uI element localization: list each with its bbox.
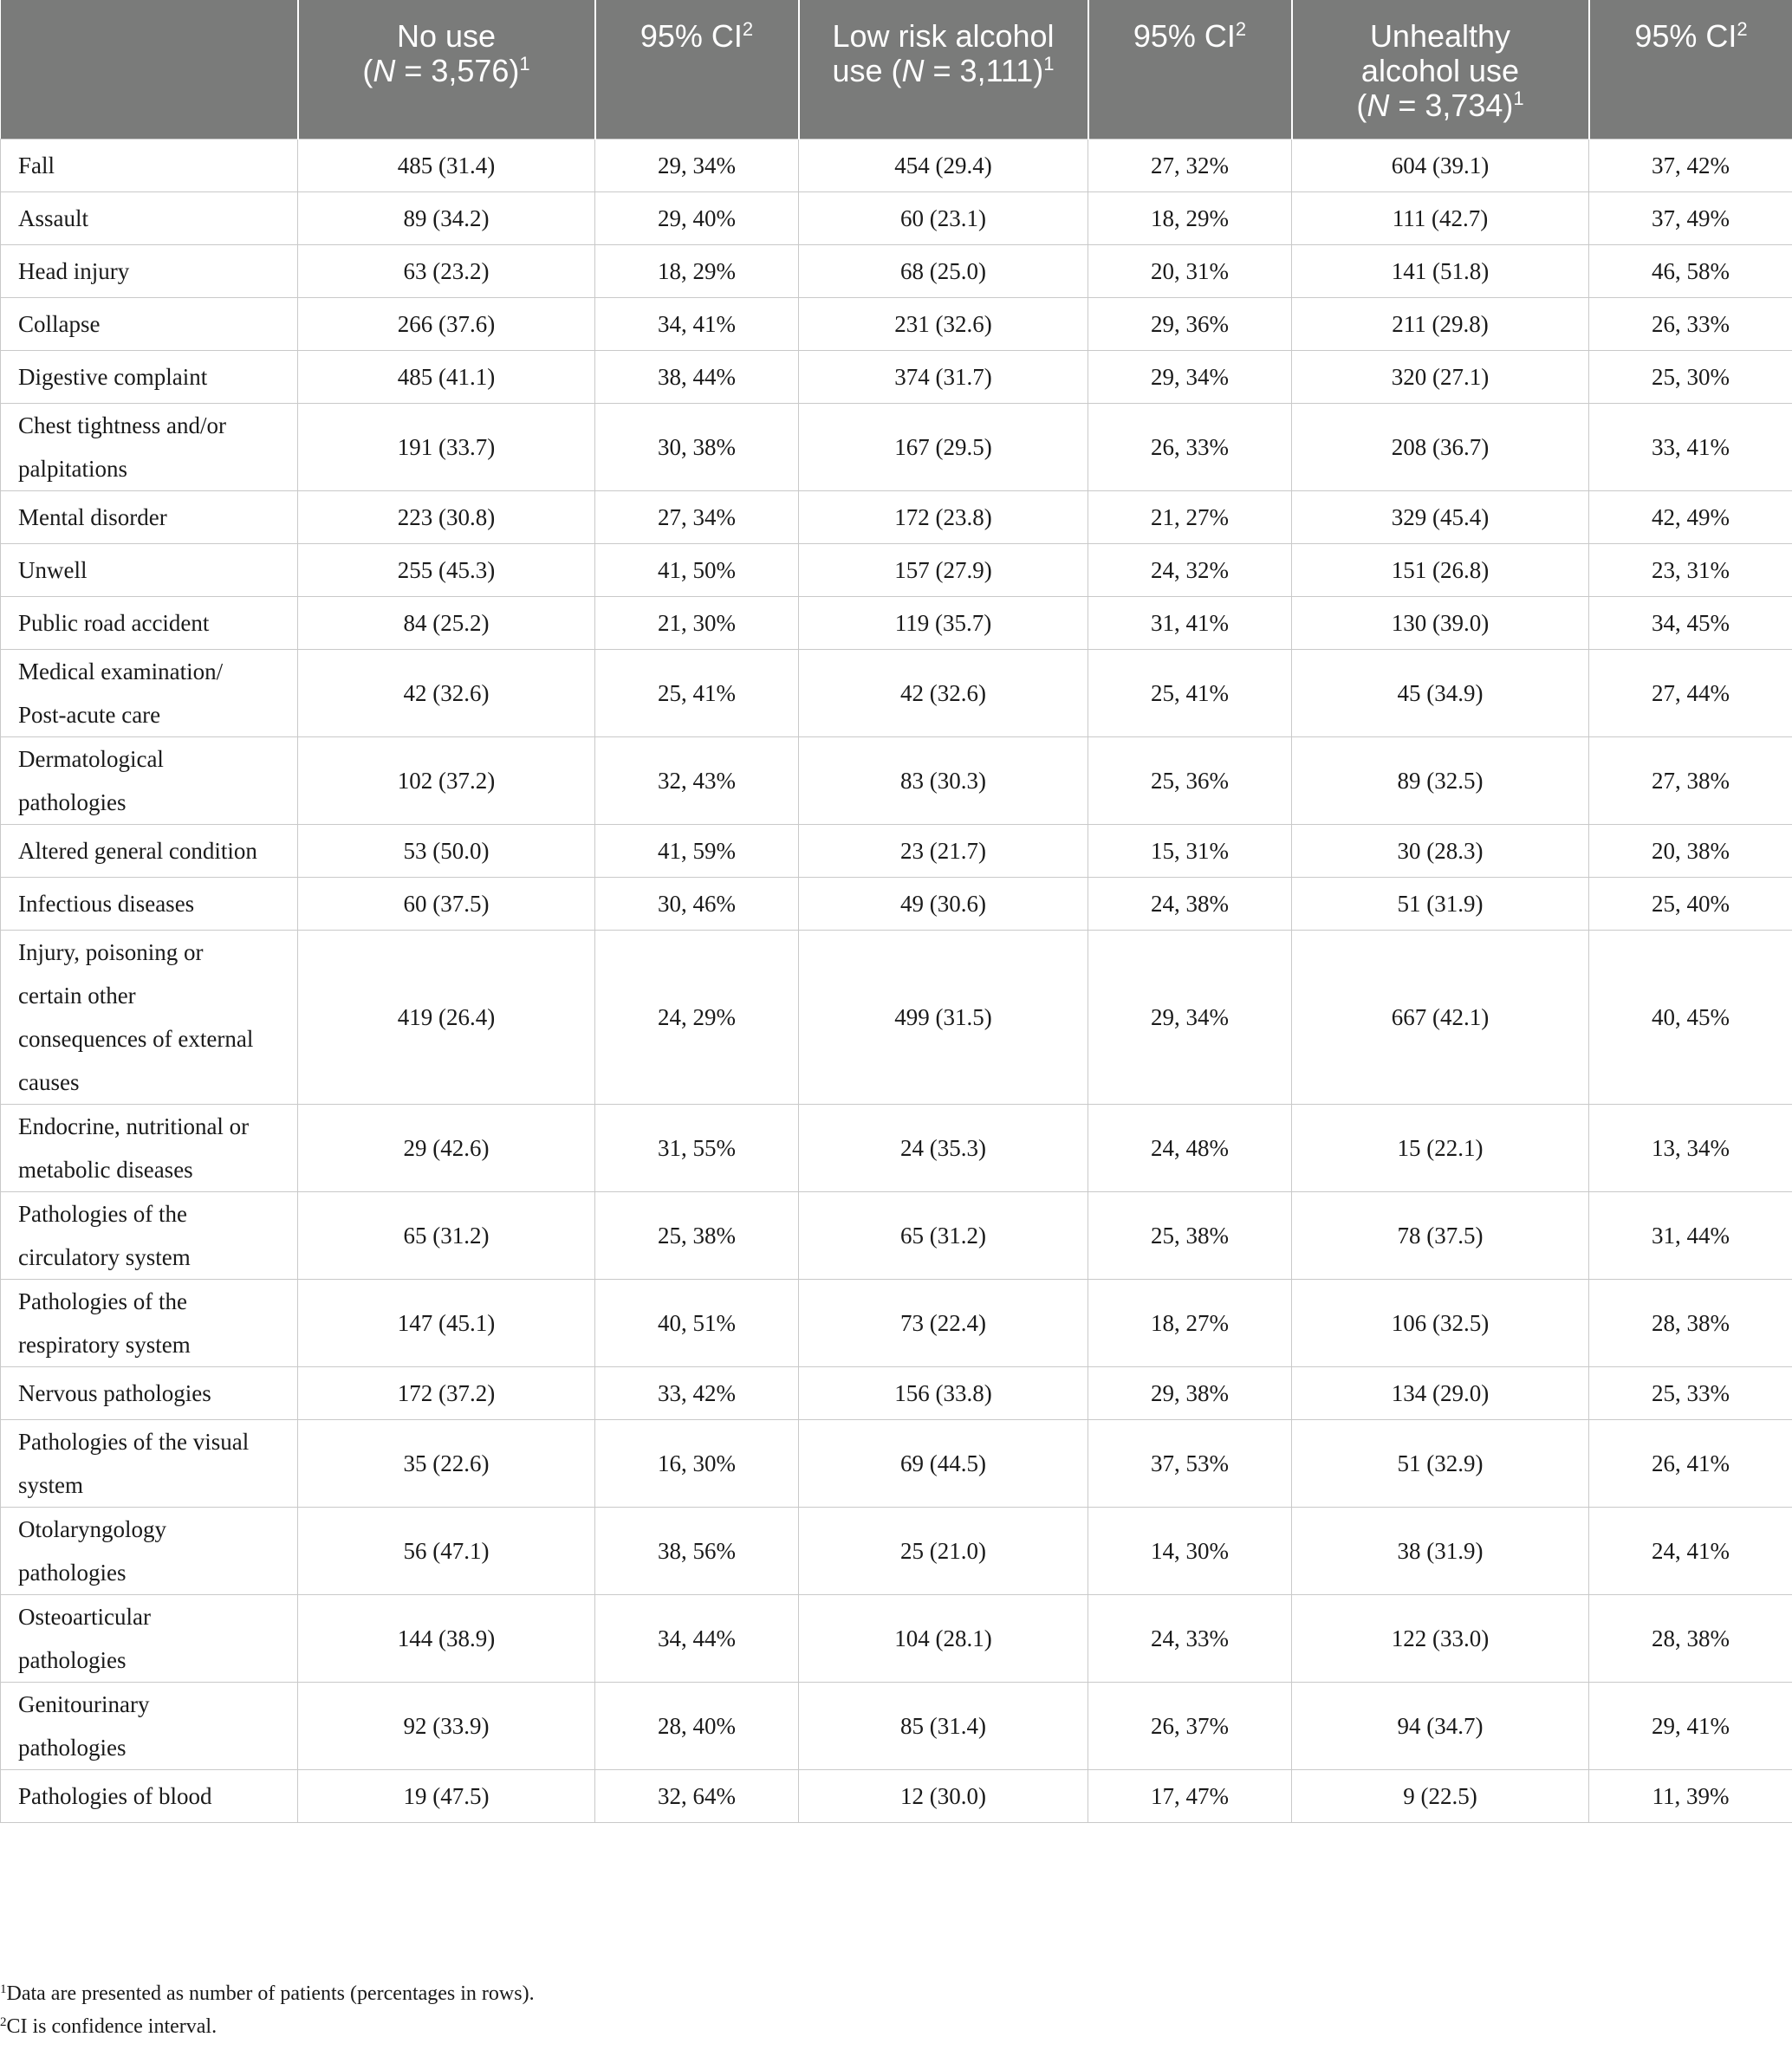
low-risk-ci-cell: 29, 38%: [1088, 1366, 1292, 1419]
no-use-ci-cell: 40, 51%: [595, 1279, 799, 1366]
table-row: [1, 1507, 1792, 1594]
unhealthy-count-cell: 106 (32.5): [1292, 1279, 1589, 1366]
row-label-line: Pathologies of blood: [18, 1782, 212, 1809]
table-body: [1, 139, 1792, 1822]
row-label-line: Public road accident: [18, 609, 210, 636]
unhealthy-count-cell: 9 (22.5): [1292, 1769, 1589, 1822]
low-risk-count-cell: 69 (44.5): [799, 1419, 1088, 1507]
no-use-count-cell: 53 (50.0): [298, 824, 595, 877]
row-label-line: Assault: [18, 204, 88, 231]
unhealthy-ci-cell: 27, 38%: [1589, 736, 1792, 824]
unhealthy-ci-cell: 25, 33%: [1589, 1366, 1792, 1419]
low-risk-count-cell: 454 (29.4): [799, 139, 1088, 191]
low-risk-ci-cell: 26, 37%: [1088, 1682, 1292, 1769]
low-risk-ci-cell: 24, 32%: [1088, 543, 1292, 596]
no-use-count-cell: 63 (23.2): [298, 244, 595, 297]
row-label: [1, 1366, 298, 1419]
no-use-ci-cell: 28, 40%: [595, 1682, 799, 1769]
row-label: [1, 1507, 298, 1594]
unhealthy-ci-cell: 29, 41%: [1589, 1682, 1792, 1769]
table-row: [1, 297, 1792, 350]
unhealthy-ci-cell: 26, 41%: [1589, 1419, 1792, 1507]
low-risk-count-cell: 24 (35.3): [799, 1104, 1088, 1191]
low-risk-ci-cell: 31, 41%: [1088, 596, 1292, 649]
no-use-count-cell: 84 (25.2): [298, 596, 595, 649]
header-text: = 3,111): [924, 53, 1044, 88]
no-use-ci-cell: 30, 38%: [595, 403, 799, 490]
unhealthy-count-cell: 320 (27.1): [1292, 350, 1589, 403]
table-row: [1, 877, 1792, 930]
row-label-line: Altered general condition: [18, 837, 257, 864]
header-text: 95% CI: [1133, 18, 1236, 54]
row-label: [1, 1279, 298, 1366]
footnote-text: Data are presented as number of patients (percentages in rows).: [6, 1982, 535, 2005]
row-label: [1, 649, 298, 736]
row-label-line: Fall: [18, 152, 55, 178]
header-no-use: [298, 0, 595, 139]
row-label-line: Medical examination/: [18, 658, 224, 684]
unhealthy-ci-cell: 28, 38%: [1589, 1594, 1792, 1682]
low-risk-ci-cell: 29, 34%: [1088, 930, 1292, 1104]
no-use-ci-cell: 38, 44%: [595, 350, 799, 403]
no-use-count-cell: 60 (37.5): [298, 877, 595, 930]
low-risk-ci-cell: 20, 31%: [1088, 244, 1292, 297]
unhealthy-ci-cell: 23, 31%: [1589, 543, 1792, 596]
no-use-ci-cell: 30, 46%: [595, 877, 799, 930]
row-label-line: Otolaryngology: [18, 1515, 166, 1542]
unhealthy-count-cell: 111 (42.7): [1292, 191, 1589, 244]
no-use-count-cell: 266 (37.6): [298, 297, 595, 350]
row-label-line: Dermatological: [18, 745, 164, 772]
low-risk-count-cell: 85 (31.4): [799, 1682, 1088, 1769]
low-risk-ci-cell: 27, 32%: [1088, 139, 1292, 191]
row-label-line: Injury, poisoning or: [18, 938, 204, 965]
row-label-line: system: [18, 1471, 84, 1498]
row-label-line: Endocrine, nutritional or: [18, 1113, 250, 1139]
unhealthy-ci-cell: 34, 45%: [1589, 596, 1792, 649]
table-row: [1, 930, 1792, 1104]
unhealthy-ci-cell: 24, 41%: [1589, 1507, 1792, 1594]
row-label: [1, 244, 298, 297]
row-label-line: Osteoarticular: [18, 1603, 151, 1630]
no-use-count-cell: 89 (34.2): [298, 191, 595, 244]
row-label-line: certain other: [18, 982, 136, 1009]
low-risk-ci-cell: 26, 33%: [1088, 403, 1292, 490]
header-low-risk: [799, 0, 1088, 139]
no-use-ci-cell: 21, 30%: [595, 596, 799, 649]
unhealthy-count-cell: 89 (32.5): [1292, 736, 1589, 824]
no-use-ci-cell: 25, 41%: [595, 649, 799, 736]
row-label-line: Pathologies of the visual: [18, 1428, 250, 1455]
row-label: [1, 543, 298, 596]
table-row: [1, 403, 1792, 490]
row-label-line: Infectious diseases: [18, 890, 195, 917]
low-risk-count-cell: 60 (23.1): [799, 191, 1088, 244]
low-risk-ci-cell: 24, 38%: [1088, 877, 1292, 930]
low-risk-count-cell: 73 (22.4): [799, 1279, 1088, 1366]
no-use-count-cell: 29 (42.6): [298, 1104, 595, 1191]
header-text: (: [362, 53, 373, 88]
no-use-ci-cell: 34, 41%: [595, 297, 799, 350]
header-text: N: [373, 53, 396, 88]
no-use-count-cell: 191 (33.7): [298, 403, 595, 490]
unhealthy-ci-cell: 25, 40%: [1589, 877, 1792, 930]
no-use-ci-cell: 31, 55%: [595, 1104, 799, 1191]
low-risk-ci-cell: 25, 38%: [1088, 1191, 1292, 1279]
low-risk-ci-cell: 25, 36%: [1088, 736, 1292, 824]
row-label: [1, 877, 298, 930]
row-label: [1, 1594, 298, 1682]
header-unhealthy-ci: [1589, 0, 1792, 139]
row-label-line: Unwell: [18, 556, 88, 583]
no-use-count-cell: 102 (37.2): [298, 736, 595, 824]
row-label: [1, 191, 298, 244]
no-use-count-cell: 255 (45.3): [298, 543, 595, 596]
header-line: [605, 19, 789, 54]
header-line: [308, 54, 586, 88]
no-use-ci-cell: 33, 42%: [595, 1366, 799, 1419]
no-use-count-cell: 92 (33.9): [298, 1682, 595, 1769]
footnote-text: CI is confidence interval.: [6, 2015, 218, 2038]
row-label: [1, 1191, 298, 1279]
low-risk-count-cell: 104 (28.1): [799, 1594, 1088, 1682]
header-line: [1302, 19, 1580, 54]
header-line: [1098, 19, 1282, 54]
table-row: [1, 543, 1792, 596]
unhealthy-ci-cell: 27, 44%: [1589, 649, 1792, 736]
low-risk-ci-cell: 24, 48%: [1088, 1104, 1292, 1191]
table-row: [1, 191, 1792, 244]
row-label-line: Post-acute care: [18, 701, 161, 728]
footnote: [0, 1977, 535, 2010]
low-risk-count-cell: 83 (30.3): [799, 736, 1088, 824]
no-use-count-cell: 144 (38.9): [298, 1594, 595, 1682]
header-text: (: [1356, 88, 1367, 123]
table-row: [1, 1594, 1792, 1682]
footnote-mark: 2: [1235, 18, 1247, 40]
no-use-ci-cell: 25, 38%: [595, 1191, 799, 1279]
header-line: [1302, 54, 1580, 88]
row-label-line: Mental disorder: [18, 503, 167, 530]
unhealthy-ci-cell: 26, 33%: [1589, 297, 1792, 350]
header-line: [308, 19, 586, 54]
low-risk-count-cell: 167 (29.5): [799, 403, 1088, 490]
footnote-mark: 2: [0, 2015, 7, 2029]
no-use-ci-cell: 29, 40%: [595, 191, 799, 244]
header-line: [1302, 88, 1580, 123]
row-label-line: Genitourinary: [18, 1690, 150, 1717]
unhealthy-count-cell: 94 (34.7): [1292, 1682, 1589, 1769]
no-use-count-cell: 19 (47.5): [298, 1769, 595, 1822]
table-header: [1, 0, 1792, 139]
row-label-line: Collapse: [18, 310, 101, 337]
row-label-line: circulatory system: [18, 1243, 191, 1270]
no-use-ci-cell: 18, 29%: [595, 244, 799, 297]
unhealthy-count-cell: 141 (51.8): [1292, 244, 1589, 297]
row-label-line: Nervous pathologies: [18, 1379, 211, 1406]
row-label: [1, 1104, 298, 1191]
low-risk-count-cell: 157 (27.9): [799, 543, 1088, 596]
low-risk-ci-cell: 29, 36%: [1088, 297, 1292, 350]
header-text: = 3,576): [395, 53, 520, 88]
unhealthy-count-cell: 151 (26.8): [1292, 543, 1589, 596]
header-text: Unhealthy: [1369, 18, 1511, 54]
low-risk-ci-cell: 21, 27%: [1088, 490, 1292, 543]
header-text: N: [1367, 88, 1390, 123]
unhealthy-ci-cell: 31, 44%: [1589, 1191, 1792, 1279]
header-text: use (: [832, 53, 902, 88]
header-text: 95% CI: [1634, 18, 1737, 54]
row-label-line: Head injury: [18, 257, 130, 284]
table-row: [1, 649, 1792, 736]
footnote: [0, 2010, 535, 2043]
header-line: [808, 19, 1079, 54]
unhealthy-ci-cell: 37, 49%: [1589, 191, 1792, 244]
no-use-ci-cell: 32, 64%: [595, 1769, 799, 1822]
unhealthy-count-cell: 38 (31.9): [1292, 1507, 1589, 1594]
no-use-count-cell: 65 (31.2): [298, 1191, 595, 1279]
low-risk-count-cell: 42 (32.6): [799, 649, 1088, 736]
table-row: [1, 490, 1792, 543]
footnote-mark: 1: [519, 53, 530, 75]
row-label-line: Chest tightness and/or: [18, 412, 226, 438]
header-blank: [1, 0, 298, 139]
unhealthy-ci-cell: 20, 38%: [1589, 824, 1792, 877]
row-label: [1, 297, 298, 350]
row-label: [1, 930, 298, 1104]
row-label-line: palpitations: [18, 455, 127, 482]
table-row: [1, 1279, 1792, 1366]
row-label: [1, 736, 298, 824]
table-row: [1, 1104, 1792, 1191]
table-row: [1, 350, 1792, 403]
no-use-count-cell: 485 (31.4): [298, 139, 595, 191]
no-use-ci-cell: 16, 30%: [595, 1419, 799, 1507]
table-row: [1, 139, 1792, 191]
table-row: [1, 1366, 1792, 1419]
no-use-ci-cell: 29, 34%: [595, 139, 799, 191]
unhealthy-count-cell: 51 (31.9): [1292, 877, 1589, 930]
low-risk-ci-cell: 24, 33%: [1088, 1594, 1292, 1682]
header-no-use-ci: [595, 0, 799, 139]
unhealthy-count-cell: 15 (22.1): [1292, 1104, 1589, 1191]
row-label-line: consequences of external: [18, 1025, 254, 1052]
footnote-mark: 1: [1043, 53, 1055, 75]
unhealthy-count-cell: 667 (42.1): [1292, 930, 1589, 1104]
low-risk-ci-cell: 18, 29%: [1088, 191, 1292, 244]
row-label-line: pathologies: [18, 788, 127, 815]
table-row: [1, 736, 1792, 824]
no-use-count-cell: 172 (37.2): [298, 1366, 595, 1419]
low-risk-count-cell: 25 (21.0): [799, 1507, 1088, 1594]
low-risk-count-cell: 23 (21.7): [799, 824, 1088, 877]
no-use-ci-cell: 41, 59%: [595, 824, 799, 877]
unhealthy-ci-cell: 33, 41%: [1589, 403, 1792, 490]
low-risk-count-cell: 12 (30.0): [799, 1769, 1088, 1822]
table-row: [1, 244, 1792, 297]
footnote-mark: 1: [1513, 88, 1524, 109]
row-label: [1, 596, 298, 649]
unhealthy-count-cell: 130 (39.0): [1292, 596, 1589, 649]
no-use-ci-cell: 38, 56%: [595, 1507, 799, 1594]
unhealthy-count-cell: 208 (36.7): [1292, 403, 1589, 490]
row-label: [1, 139, 298, 191]
unhealthy-ci-cell: 42, 49%: [1589, 490, 1792, 543]
low-risk-ci-cell: 17, 47%: [1088, 1769, 1292, 1822]
table-row: [1, 1769, 1792, 1822]
low-risk-count-cell: 172 (23.8): [799, 490, 1088, 543]
low-risk-ci-cell: 14, 30%: [1088, 1507, 1292, 1594]
low-risk-count-cell: 65 (31.2): [799, 1191, 1088, 1279]
low-risk-count-cell: 231 (32.6): [799, 297, 1088, 350]
unhealthy-ci-cell: 28, 38%: [1589, 1279, 1792, 1366]
no-use-count-cell: 42 (32.6): [298, 649, 595, 736]
header-text: Low risk alcohol: [832, 18, 1055, 54]
no-use-count-cell: 147 (45.1): [298, 1279, 595, 1366]
no-use-ci-cell: 34, 44%: [595, 1594, 799, 1682]
low-risk-count-cell: 49 (30.6): [799, 877, 1088, 930]
unhealthy-count-cell: 134 (29.0): [1292, 1366, 1589, 1419]
row-label: [1, 1769, 298, 1822]
row-label-line: pathologies: [18, 1734, 127, 1761]
no-use-count-cell: 56 (47.1): [298, 1507, 595, 1594]
header-line: [808, 54, 1079, 88]
header-row: [1, 0, 1792, 139]
row-label-line: respiratory system: [18, 1331, 191, 1358]
row-label-line: Pathologies of the: [18, 1200, 187, 1227]
low-risk-count-cell: 374 (31.7): [799, 350, 1088, 403]
low-risk-count-cell: 499 (31.5): [799, 930, 1088, 1104]
row-label: [1, 824, 298, 877]
unhealthy-count-cell: 211 (29.8): [1292, 297, 1589, 350]
unhealthy-count-cell: 78 (37.5): [1292, 1191, 1589, 1279]
unhealthy-count-cell: 329 (45.4): [1292, 490, 1589, 543]
low-risk-ci-cell: 25, 41%: [1088, 649, 1292, 736]
table-row: [1, 824, 1792, 877]
row-label: [1, 1682, 298, 1769]
footnote-mark: 2: [1737, 18, 1748, 40]
header-text: = 3,734): [1389, 88, 1514, 123]
row-label-line: causes: [18, 1068, 80, 1095]
no-use-count-cell: 35 (22.6): [298, 1419, 595, 1507]
table-row: [1, 1682, 1792, 1769]
header-line: [1599, 19, 1784, 54]
low-risk-count-cell: 156 (33.8): [799, 1366, 1088, 1419]
unhealthy-count-cell: 51 (32.9): [1292, 1419, 1589, 1507]
no-use-ci-cell: 41, 50%: [595, 543, 799, 596]
unhealthy-ci-cell: 13, 34%: [1589, 1104, 1792, 1191]
table-row: [1, 1191, 1792, 1279]
unhealthy-ci-cell: 40, 45%: [1589, 930, 1792, 1104]
row-label-line: Pathologies of the: [18, 1288, 187, 1314]
no-use-count-cell: 223 (30.8): [298, 490, 595, 543]
table-row: [1, 596, 1792, 649]
low-risk-ci-cell: 29, 34%: [1088, 350, 1292, 403]
unhealthy-ci-cell: 37, 42%: [1589, 139, 1792, 191]
row-label-line: pathologies: [18, 1559, 127, 1586]
unhealthy-ci-cell: 46, 58%: [1589, 244, 1792, 297]
no-use-ci-cell: 24, 29%: [595, 930, 799, 1104]
header-text: 95% CI: [640, 18, 743, 54]
unhealthy-count-cell: 122 (33.0): [1292, 1594, 1589, 1682]
low-risk-count-cell: 68 (25.0): [799, 244, 1088, 297]
footnote-mark: 2: [742, 18, 754, 40]
header-text: N: [901, 53, 925, 88]
no-use-ci-cell: 32, 43%: [595, 736, 799, 824]
header-text: alcohol use: [1360, 53, 1520, 88]
no-use-count-cell: 485 (41.1): [298, 350, 595, 403]
header-text: No use: [396, 18, 497, 54]
row-label: [1, 350, 298, 403]
header-low-risk-ci: [1088, 0, 1292, 139]
unhealthy-ci-cell: 11, 39%: [1589, 1769, 1792, 1822]
header-unhealthy: [1292, 0, 1589, 139]
row-label-line: Digestive complaint: [18, 363, 208, 390]
low-risk-count-cell: 119 (35.7): [799, 596, 1088, 649]
row-label-line: metabolic diseases: [18, 1156, 193, 1183]
row-label-line: pathologies: [18, 1646, 127, 1673]
row-label: [1, 403, 298, 490]
table-row: [1, 1419, 1792, 1507]
unhealthy-count-cell: 45 (34.9): [1292, 649, 1589, 736]
no-use-ci-cell: 27, 34%: [595, 490, 799, 543]
row-label: [1, 490, 298, 543]
footnote-mark: 1: [0, 1982, 7, 1996]
unhealthy-count-cell: 604 (39.1): [1292, 139, 1589, 191]
low-risk-ci-cell: 18, 27%: [1088, 1279, 1292, 1366]
low-risk-ci-cell: 15, 31%: [1088, 824, 1292, 877]
low-risk-ci-cell: 37, 53%: [1088, 1419, 1292, 1507]
no-use-count-cell: 419 (26.4): [298, 930, 595, 1104]
footnotes: [0, 1977, 535, 2043]
row-label: [1, 1419, 298, 1507]
unhealthy-count-cell: 30 (28.3): [1292, 824, 1589, 877]
unhealthy-ci-cell: 25, 30%: [1589, 350, 1792, 403]
